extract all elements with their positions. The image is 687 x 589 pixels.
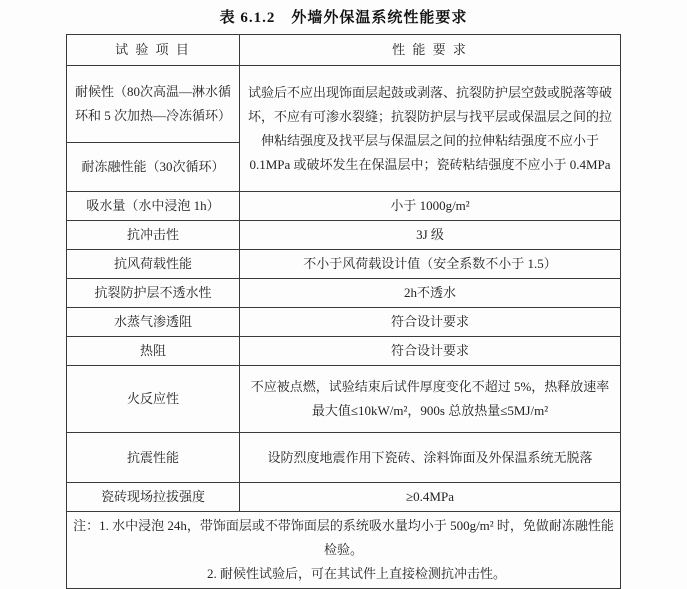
item-cell: 火反应性: [67, 366, 240, 433]
table-row-fire-reaction: [67, 366, 621, 433]
table-row-wind-load: [67, 250, 621, 279]
requirement-cell: 小于 1000g/m²: [240, 192, 621, 221]
item-cell: 吸水量（水中浸泡 1h）: [67, 192, 240, 221]
requirement-cell: 3J 级: [240, 221, 621, 250]
header-cell-test-item: 试 验 项 目: [67, 35, 240, 66]
item-cell-freeze-thaw: 耐冻融性能（30次循环）: [67, 143, 240, 192]
requirement-cell: 2h不透水: [240, 279, 621, 308]
header-row: [67, 35, 621, 66]
notes-row: [67, 512, 621, 589]
requirement-cell: ≥0.4MPa: [240, 483, 621, 512]
table-row-impermeability: [67, 279, 621, 308]
requirement-cell-weathering-freeze: 试验后不应出现饰面层起鼓或剥落、抗裂防护层空鼓或脱落等破坏，不应有可渗水裂缝；抗裂防护层与找平层或保温层之间的拉伸粘结强度及找平层与保温层之间的拉伸粘结强度不应小于 0.1MPa 或破坏发生在保温层中；瓷砖粘结强度不应小于 0.4MPa: [240, 66, 621, 192]
item-cell: 瓷砖现场拉拔强度: [67, 483, 240, 512]
item-cell: 抗震性能: [67, 433, 240, 483]
item-cell-weathering: 耐候性（80次高温—淋水循环和 5 次加热—冷冻循环）: [67, 66, 240, 143]
item-cell: 热阻: [67, 337, 240, 366]
header-cell-requirement: 性 能 要 求: [240, 35, 621, 66]
note-line-1: 注：1. 水中浸泡 24h，带饰面层或不带饰面层的系统吸水量均小于 500g/m² 时，免做耐冻融性能检验。: [73, 518, 614, 557]
item-cell: 抗裂防护层不透水性: [67, 279, 240, 308]
requirement-cell: 设防烈度地震作用下瓷砖、涂料饰面及外保温系统无脱落: [240, 433, 621, 483]
page-title: 表 6.1.2 外墙外保温系统性能要求: [219, 10, 468, 26]
requirement-cell: 不小于风荷载设计值（安全系数不小于 1.5）: [240, 250, 621, 279]
requirement-cell: 符合设计要求: [240, 337, 621, 366]
item-cell: 水蒸气渗透阻: [67, 308, 240, 337]
table-row-tile-pulloff: [67, 483, 621, 512]
table-row-vapor-resistance: [67, 308, 621, 337]
performance-requirements-table: [66, 34, 621, 589]
table-row-weathering: [67, 66, 621, 143]
table-row-thermal-resistance: [67, 337, 621, 366]
note-line-2: 2. 耐候性试验后，可在其试件上直接检测抗冲击性。: [206, 566, 506, 581]
table-row-seismic: [67, 433, 621, 483]
requirement-cell: 符合设计要求: [240, 308, 621, 337]
table-row-impact-resistance: [67, 221, 621, 250]
table-row-water-absorption: [67, 192, 621, 221]
requirement-cell: 不应被点燃，试验结束后试件厚度变化不超过 5%，热释放速率最大值≤10kW/m²，900s 总放热量≤5MJ/m²: [240, 366, 621, 433]
item-cell: 抗风荷载性能: [67, 250, 240, 279]
notes-section: [67, 512, 621, 589]
item-cell: 抗冲击性: [67, 221, 240, 250]
